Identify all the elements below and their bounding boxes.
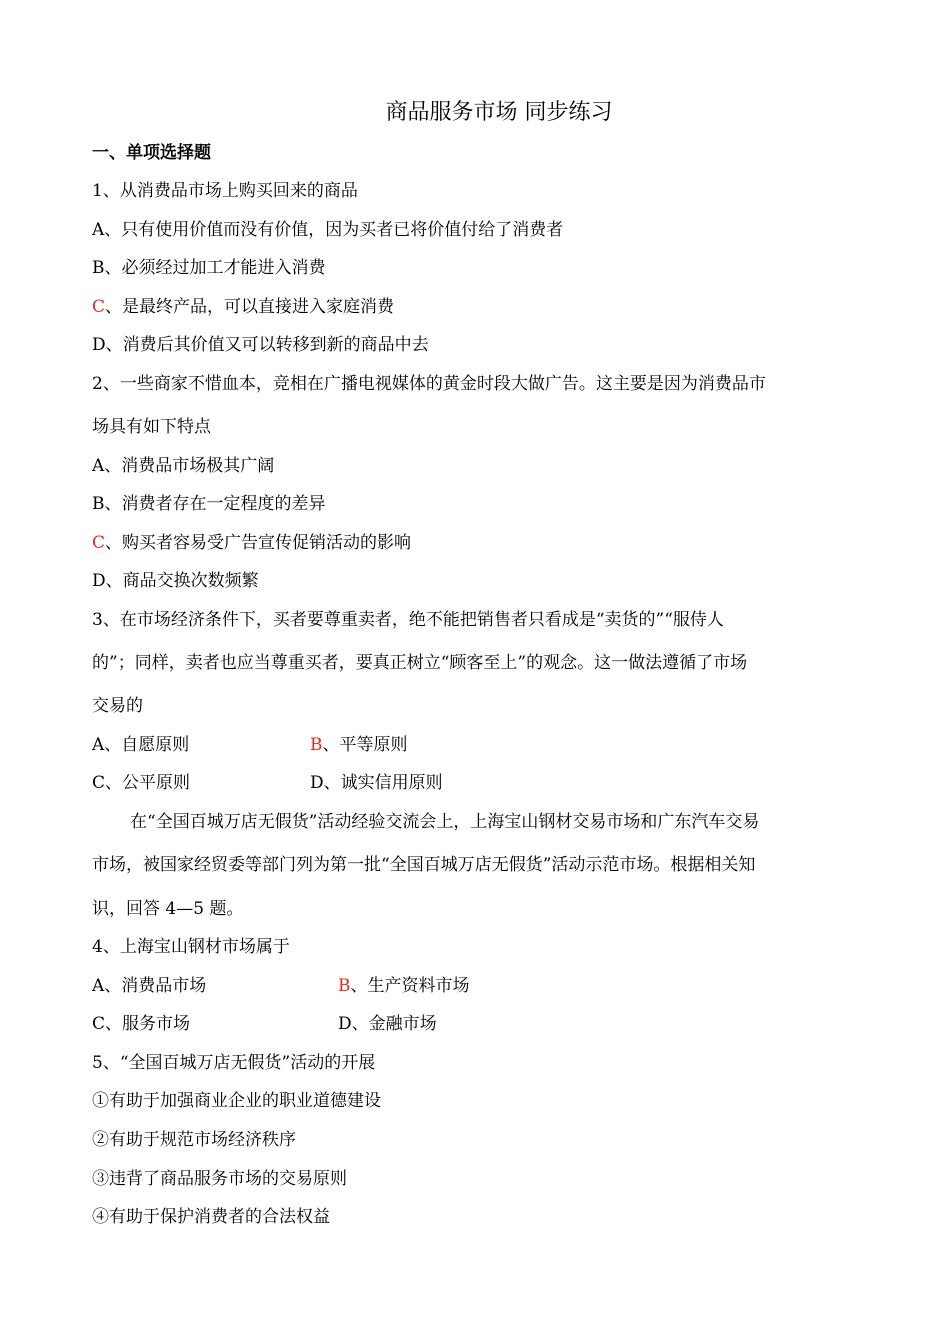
q2-option-c	[92, 532, 411, 554]
q3-option-b-text: 、平等原则	[322, 735, 408, 755]
q4-stem: 4、上海宝山钢材市场属于	[92, 937, 290, 957]
q3-answer-letter: B	[310, 735, 323, 755]
q4-option-b	[338, 975, 470, 997]
q5-statement-3: ③违背了商品服务市场的交易原则	[92, 1169, 347, 1189]
q3-option-a: A、自愿原则	[92, 735, 190, 755]
q1-option-c	[92, 296, 394, 318]
q4-option-c: C、服务市场	[92, 1014, 191, 1034]
q2-option-a: A、消费品市场极其广阔	[92, 456, 275, 476]
q3-stem-line2: 的”；同样，卖者也应当尊重买者，要真正树立“顾客至上”的观念。这一做法遵循了市场	[92, 653, 748, 673]
q4-option-d: D、金融市场	[338, 1014, 437, 1034]
q4-answer-letter: B	[338, 976, 351, 996]
q3-option-c: C、公平原则	[92, 773, 191, 793]
q5-statement-4: ④有助于保护消费者的合法权益	[92, 1207, 330, 1227]
page-title: 商品服务市场 同步练习	[385, 100, 613, 125]
q3-option-b	[310, 734, 408, 756]
q2-option-c-text: 、购买者容易受广告宣传促销活动的影响	[105, 533, 412, 553]
q3-stem-line1: 3、在市场经济条件下，买者要尊重卖者，绝不能把销售者只看成是“卖货的”“服侍人	[92, 610, 724, 630]
q4-option-b-text: 、生产资料市场	[350, 976, 470, 996]
q1-stem: 1、从消费品市场上购买回来的商品	[92, 181, 358, 201]
section-heading: 一、单项选择题	[92, 143, 211, 163]
q5-stem: 5、“全国百城万店无假货”活动的开展	[92, 1053, 376, 1073]
passage-line2: 市场，被国家经贸委等部门列为第一批“全国百城万店无假货”活动示范市场。根据相关知	[92, 855, 756, 875]
q2-option-d: D、商品交换次数频繁	[92, 571, 259, 591]
passage-line3: 识，回答 4—5 题。	[92, 899, 244, 919]
passage-line1: 在“全国百城万店无假货”活动经验交流会上，上海宝山钢材交易市场和广东汽车交易	[130, 812, 760, 832]
q3-stem-line3: 交易的	[92, 696, 143, 716]
q1-option-b: B、必须经过加工才能进入消费	[92, 258, 326, 278]
q4-option-a: A、消费品市场	[92, 976, 207, 996]
q5-statement-1: ①有助于加强商业企业的职业道德建设	[92, 1091, 381, 1111]
q2-answer-letter: C	[92, 533, 106, 553]
q1-answer-letter: C	[92, 297, 106, 317]
q1-option-a: A、只有使用价值而没有价值，因为买者已将价值付给了消费者	[92, 220, 564, 240]
q2-stem-line2: 场具有如下特点	[92, 417, 211, 437]
q1-option-d: D、消费后其价值又可以转移到新的商品中去	[92, 335, 429, 355]
q2-stem-line1: 2、一些商家不惜血本，竞相在广播电视媒体的黄金时段大做广告。这主要是因为消费品市	[92, 374, 766, 394]
q1-option-c-text: 、是最终产品，可以直接进入家庭消费	[105, 297, 395, 317]
q3-option-d: D、诚实信用原则	[310, 773, 443, 793]
q5-statement-2: ②有助于规范市场经济秩序	[92, 1130, 296, 1150]
q2-option-b: B、消费者存在一定程度的差异	[92, 494, 326, 514]
